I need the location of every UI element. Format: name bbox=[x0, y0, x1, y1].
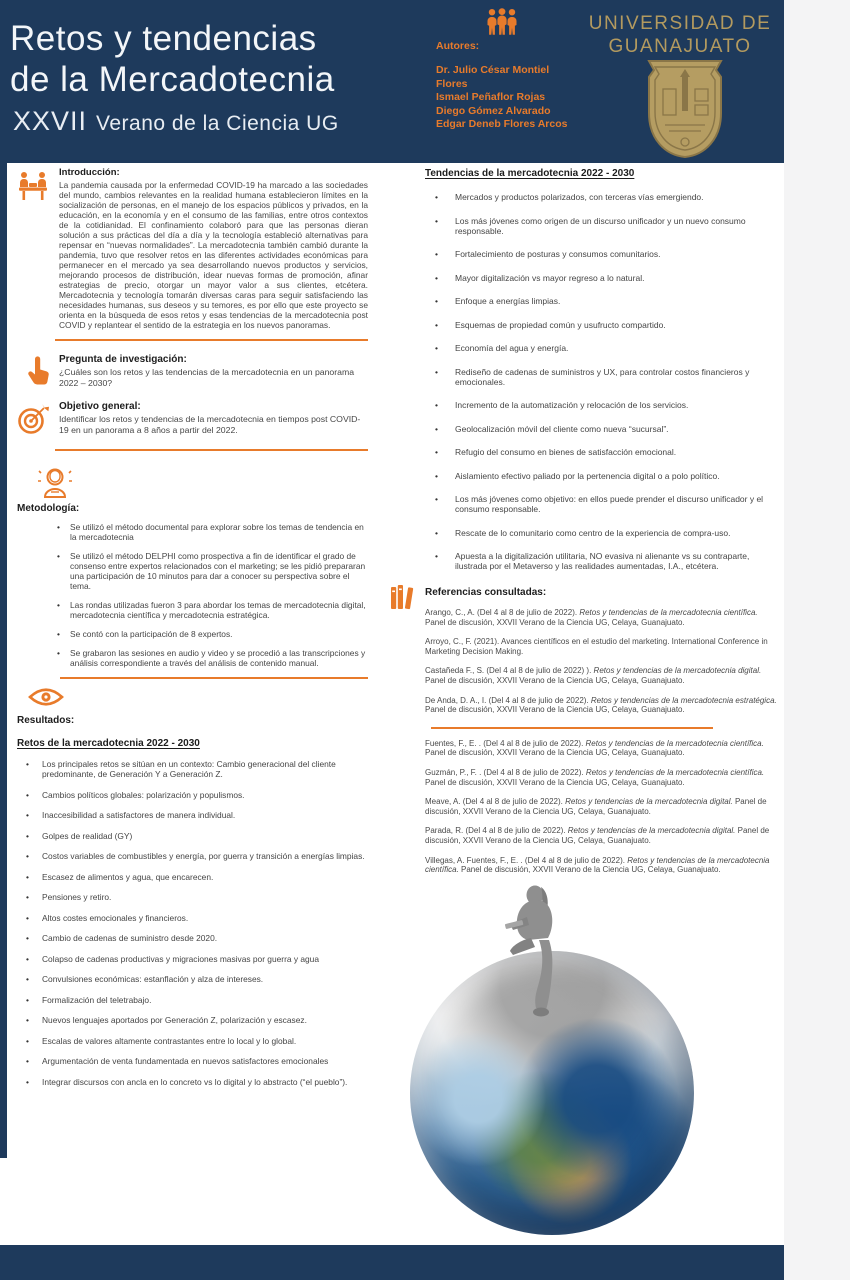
tendencias-list bbox=[425, 192, 780, 571]
authors-block bbox=[436, 8, 568, 132]
tendencia-item: • Economía del agua y energía. bbox=[455, 343, 780, 353]
methodology-item: • Se utilizó el método DELPHI como prospectiva a fin de identificar el grado de consenso entre expertos relacionados con el marketing; se les pidió prepararan una participación de 10 minutos para dar a conocer su perspectiva sobre el tema. bbox=[70, 551, 368, 591]
research-question-heading: Pregunta de investigación: bbox=[59, 354, 187, 365]
reto-item: • Altos costes emocionales y financieros. bbox=[42, 913, 368, 923]
tendencia-item: • Geolocalización móvil del cliente como nueva “sucursal”. bbox=[455, 424, 780, 434]
reto-item: • Integrar discursos con ancla en lo concreto vs lo digital y lo abstracto (“el pueblo”). bbox=[42, 1077, 368, 1087]
tendencia-item: • Incremento de la automatización y relocación de los servicios. bbox=[455, 400, 780, 410]
books-icon bbox=[390, 584, 416, 612]
introduction-text: La pandemia causada por la enfermedad COVID-19 ha marcado a las sociedades del mundo, cambios relevantes en la realidad humana establecieron límites en la socialización de personas, en el manejo de los espacios públicos y privados, en la educación, en la economía y en el consumo de las familias, entre otros contextos de la cotidianidad. El confinamiento colaboró para que las personas dieran solución a sus prácticas del día a día y la tecnología estableció alternativas para repensar en “nuevas normalidades”. La mercadotecnia también cambió durante la pandemia, tuvo que resolver retos en las diferentes actividades económicas para permanecer en el mercado ya sea desarrollando nuevos productos y servicios, mejorando procesos de distribución, idear nuevas formas de promoción, afinar estrategias de precio, otorgar un mayor valor a sus clientes, etcétera. Mercadotecnia y tecnología tomarán diversas caras para seguir satisfaciendo las necesidades humanas, sus deseos y su temores, es por ello que este proyecto se orienta en la búsqueda de esos retos y esas tendencias de la mercadotecnia post COVID y replantear el sentido de la estrategia en los nuevos panoramas. bbox=[59, 180, 368, 330]
footer-band bbox=[0, 1245, 784, 1280]
retos-list bbox=[15, 759, 368, 1087]
right-gray-margin bbox=[784, 0, 850, 1280]
reference-entry: Meave, A. (Del 4 al 8 de julio de 2022). Retos y tendencias de la mercadotecnia digital. Panel de discusión, XXVII Verano de la Ciencia UG, Celaya, Guanajuato. bbox=[425, 797, 767, 816]
reference-entry: De Anda, D. A., I. (Del 4 al 8 de julio de 2022). Retos y tendencias de la mercadotecnia estratégica. Panel de discusión, XXVII Verano de la Ciencia UG, Celaya, Guanajuato. bbox=[425, 695, 777, 715]
tendencias-heading: Tendencias de la mercadotecnia 2022 - 2030 bbox=[425, 168, 635, 179]
university-name-line2: GUANAJUATO bbox=[608, 36, 752, 57]
author-name: Edgar Deneb Flores Arcos bbox=[436, 118, 568, 130]
tendencia-item: • Rescate de lo comunitario como centro de la experiencia de compra-uso. bbox=[455, 528, 780, 538]
methodology-item: • Las rondas utilizadas fueron 3 para abordar los temas de mercadotecnia digital, mercadotecnia científica y mercadotecnia estratégica. bbox=[70, 600, 368, 620]
references-divider bbox=[431, 727, 713, 729]
methodology-item: • Se utilizó el método documental para explorar sobre los temas de tendencia en la mercadotecnia bbox=[70, 522, 368, 542]
university-name-line1: UNIVERSIDAD DE bbox=[588, 13, 772, 34]
author-name: Dr. Julio César Montiel Flores bbox=[436, 64, 550, 90]
people-group-icon bbox=[436, 8, 568, 36]
reto-item: • Los principales retos se sitúan en un contexto: Cambio generacional del cliente predominante, de Generación Y a Generación Z. bbox=[42, 759, 368, 779]
sitting-reader-statue bbox=[497, 884, 577, 1026]
header-band bbox=[0, 0, 784, 163]
university-shield bbox=[641, 55, 729, 161]
title-line-2: de la Mercadotecnia bbox=[10, 60, 335, 99]
tendencia-item: • Esquemas de propiedad común y usufructo compartido. bbox=[455, 320, 780, 330]
section-divider bbox=[55, 339, 368, 341]
reference-entry: Parada, R. (Del 4 al 8 de julio de 2022). Retos y tendencias de la mercadotecnia digital. Panel de discusión, XXVII Verano de la Ciencia UG, Celaya, Guanajuato. bbox=[425, 826, 770, 845]
authors-list bbox=[436, 64, 568, 132]
poster-subtitle bbox=[13, 106, 339, 137]
introduction-section bbox=[15, 167, 368, 330]
reference-entry: Arroyo, C., F. (2021). Avances científicos en el estudio del marketing. International Conference in Marketing Decision Making. bbox=[425, 637, 768, 656]
reto-item: • Escasez de alimentos y agua, que encarecen. bbox=[42, 872, 368, 882]
objective-heading: Objetivo general: bbox=[59, 401, 141, 412]
tendencia-item: • Rediseño de cadenas de suministros y UX, para controlar costos financieros y emocionales. bbox=[455, 367, 780, 387]
tendencia-item: • Los más jóvenes como origen de un discurso unificador y un nuevo consumo responsable. bbox=[455, 216, 780, 236]
eye-icon bbox=[27, 687, 368, 707]
reto-item: • Convulsiones económicas: estanflación y alza de intereses. bbox=[42, 974, 368, 984]
objective-section bbox=[15, 401, 368, 436]
poster-title bbox=[10, 18, 335, 100]
results-section bbox=[15, 687, 368, 1087]
left-column bbox=[15, 167, 368, 1097]
reto-item: • Pensiones y retiro. bbox=[42, 892, 368, 902]
reference-entry: Guzmán, P., F. . (Del 4 al 8 de julio de 2022). Retos y tendencias de la mercadotecnia científica. Panel de discusión, XXVII Verano de la Ciencia UG, Celaya, Guanajuato. bbox=[425, 767, 765, 787]
reto-item: • Nuevos lenguajes aportados por Generación Z, polarización y escasez. bbox=[42, 1015, 368, 1025]
subtitle-roman: XXVII bbox=[13, 106, 88, 136]
introduction-heading: Introducción: bbox=[59, 167, 120, 178]
reto-item: • Colapso de cadenas productivas y migraciones masivas por guerra y agua bbox=[42, 954, 368, 964]
research-question-text: ¿Cuáles son los retos y las tendencias de la mercadotecnia en un panorama 2022 – 2030? bbox=[59, 367, 355, 388]
reto-item: • Cambios políticos globales: polarización y populismos. bbox=[42, 790, 368, 800]
section-divider bbox=[60, 677, 368, 679]
university-name bbox=[575, 12, 785, 58]
results-heading: Resultados: bbox=[17, 715, 75, 726]
retos-heading: Retos de la mercadotecnia 2022 - 2030 bbox=[17, 738, 200, 749]
right-column bbox=[425, 168, 780, 883]
section-divider bbox=[55, 449, 368, 451]
author-name: Diego Gómez Alvarado bbox=[436, 104, 551, 117]
hand-click-icon bbox=[25, 356, 51, 386]
tendencia-item: • Aislamiento efectivo paliado por la pertenencia digital o a polo político. bbox=[455, 471, 780, 481]
tendencia-item: • Apuesta a la digitalización utilitaria, NO evasiva ni alienante vs su contraparte, ilustrada por el Metaverso y las realidades aumentadas, I.A., etcétera. bbox=[455, 551, 780, 571]
reto-item: • Escalas de valores altamente contrastantes entre lo local y lo global. bbox=[42, 1036, 368, 1046]
target-arrow-icon bbox=[17, 403, 51, 435]
left-accent-stripe bbox=[0, 163, 7, 1158]
tendencia-item: • Fortalecimiento de posturas y consumos comunitarios. bbox=[455, 249, 780, 259]
reference-entry: Arango, C., A. (Del 4 al 8 de julio de 2022). Retos y tendencias de la mercadotecnia científica. Panel de discusión, XXVII Verano de la Ciencia UG, Celaya, Guanajuato. bbox=[425, 608, 758, 627]
reto-item: • Inaccesibilidad a satisfactores de manera individual. bbox=[42, 810, 368, 820]
subtitle-rest: Verano de la Ciencia UG bbox=[96, 112, 339, 135]
references-list bbox=[425, 608, 780, 875]
references-section bbox=[425, 587, 780, 875]
methodology-item: • Se contó con la participación de 8 expertos. bbox=[70, 629, 368, 639]
meeting-table-icon bbox=[17, 171, 49, 201]
tendencia-item: • Refugio del consumo en bienes de satisfacción emocional. bbox=[455, 447, 780, 457]
reference-entry: Castañeda F., S. (Del 4 al 8 de julio de 2022) ). Retos y tendencias de la mercadotecnia digital. Panel de discusión, XXVII Verano de la Ciencia UG, Celaya, Guanajuato. bbox=[425, 666, 762, 685]
reto-item: • Golpes de realidad (GY) bbox=[42, 831, 368, 841]
reto-item: • Formalización del teletrabajo. bbox=[42, 995, 368, 1005]
authors-label: Autores: bbox=[436, 40, 480, 52]
astronaut-icon bbox=[35, 465, 368, 501]
reto-item: • Costos variables de combustibles y energía, por guerra y transición a energías limpias. bbox=[42, 851, 368, 861]
tendencia-item: • Mercados y productos polarizados, con terceras vías emergiendo. bbox=[455, 192, 780, 202]
title-line-1: Retos y tendencias bbox=[10, 19, 317, 58]
tendencia-item: • Enfoque a energías limpias. bbox=[455, 296, 780, 306]
tendencia-item: • Mayor digitalización vs mayor regreso a lo natural. bbox=[455, 273, 780, 283]
methodology-list bbox=[15, 522, 368, 668]
reto-item: • Argumentación de venta fundamentada en nuevos satisfactores emocionales bbox=[42, 1056, 368, 1066]
references-heading: Referencias consultadas: bbox=[425, 587, 547, 598]
tendencia-item: • Los más jóvenes como objetivo: en ellos puede prender el discurso unificador y el consumo responsable. bbox=[455, 494, 780, 514]
methodology-heading: Metodología: bbox=[17, 503, 80, 514]
methodology-section bbox=[15, 465, 368, 668]
methodology-item: • Se grabaron las sesiones en audio y video y se procedió a las transcripciones y análisis correspondiente a través del análisis de contenido manual. bbox=[70, 648, 368, 668]
reference-entry: Fuentes, F., E. . (Del 4 al 8 de julio de 2022). Retos y tendencias de la mercadotecnia científica. Panel de discusión, XXVII Verano de la Ciencia UG, Celaya, Guanajuato. bbox=[425, 738, 764, 758]
objective-text: Identificar los retos y tendencias de la mercadotecnia en tiempos post COVID-19 en un panorama a 8 años a partir del 2022. bbox=[59, 414, 361, 435]
reference-entry: Villegas, A. Fuentes, F., E. . (Del 4 al 8 de julio de 2022). Retos y tendencias de la mercadotecnia científica. Panel de discusión, XXVII Verano de la Ciencia UG, Celaya, Guanajuato. bbox=[425, 855, 770, 875]
reto-item: • Cambio de cadenas de suministro desde 2020. bbox=[42, 933, 368, 943]
author-name: Ismael Peñaflor Rojas bbox=[436, 91, 546, 103]
research-question-section bbox=[15, 354, 368, 389]
